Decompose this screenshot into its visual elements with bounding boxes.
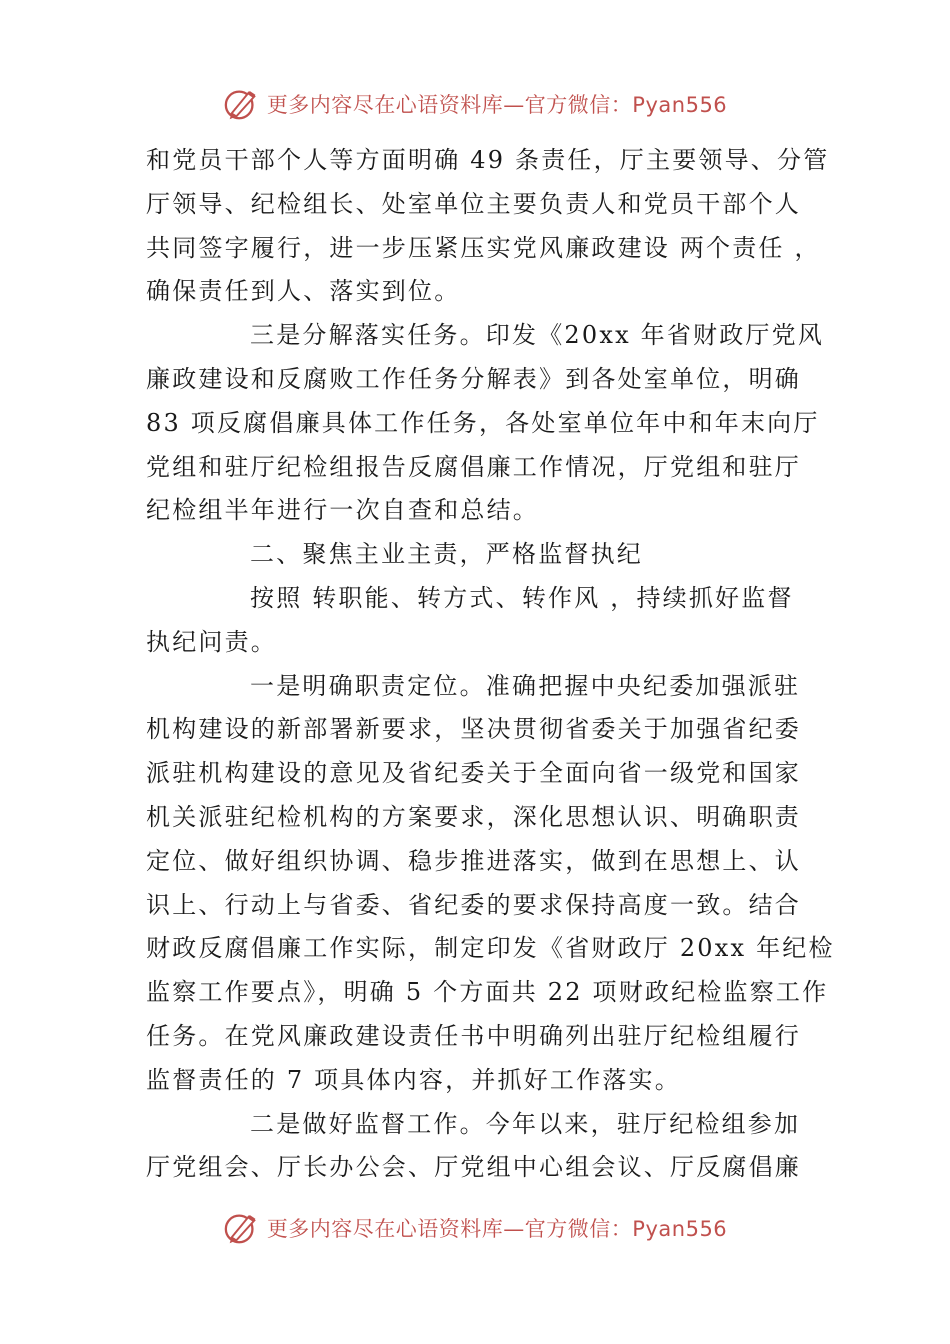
text-line: 厅党组会、厅长办公会、厅党组中心组会议、厅反腐倡廉: [146, 1153, 801, 1182]
text-line: 廉政建设和反腐败工作任务分解表》到各处室单位，明确: [146, 364, 801, 393]
text-line: 识上、行动上与省委、省纪委的要求保持高度一致。结合: [146, 890, 801, 919]
text-line: 任务。在党风廉政建设责任书中明确列出驻厅纪检组履行: [146, 1021, 801, 1050]
text-line: 一是明确职责定位。准确把握中央纪委加强派驻: [250, 671, 801, 700]
text-line: 监察工作要点》，明确 5 个方面共 22 项财政纪检监察工作: [146, 978, 829, 1007]
text-line: 三是分解落实任务。印发《20xx 年省财政厅党风: [250, 321, 825, 350]
text-line: 二是做好监督工作。今年以来，驻厅纪检组参加: [250, 1109, 801, 1138]
text-line: 确保责任到人、落实到位。: [146, 277, 461, 306]
text-line: 执纪问责。: [146, 627, 277, 656]
text-line: 机构建设的新部署新要求，坚决贯彻省委关于加强省纪委: [146, 715, 801, 744]
text-line: 共同签字履行，进一步压紧压实党风廉政建设 两个责任 ，: [146, 233, 821, 262]
document-body: [146, 139, 835, 1190]
watermark-text: 更多内容尽在心语资料库—官方微信：Pyan556: [266, 1217, 728, 1241]
text-line: 定位、做好组织协调、稳步推进落实，做到在思想上、认: [146, 846, 801, 875]
text-line: 二、聚焦主业主责，严格监督执纪: [250, 540, 643, 569]
text-line: 财政反腐倡廉工作实际，制定印发《省财政厅 20xx 年纪检: [146, 934, 835, 963]
text-line: 机关派驻纪检机构的方案要求，深化思想认识、明确职责: [146, 802, 801, 831]
text-line: 和党员干部个人等方面明确 49 条责任，厅主要领导、分管: [146, 146, 830, 174]
pen-logo-icon: [223, 85, 261, 123]
text-line: 83 项反腐倡廉具体工作任务，各处室单位年中和年末向厅: [146, 408, 820, 437]
text-line: 派驻机构建设的意见及省纪委关于全面向省一级党和国家: [146, 759, 801, 788]
text-line: 党组和驻厅纪检组报告反腐倡廉工作情况，厅党组和驻厅: [146, 452, 801, 481]
watermark-header: [0, 84, 950, 124]
watermark-text: 更多内容尽在心语资料库—官方微信：Pyan556: [266, 93, 728, 117]
text-line: 厅领导、纪检组长、处室单位主要负责人和党员干部个人: [146, 189, 801, 218]
text-line: 监督责任的 7 项具体内容，并抓好工作落实。: [146, 1065, 681, 1094]
text-line: 按照 转职能、转方式、转作风 ，持续抓好监督: [250, 583, 794, 612]
watermark-footer: [0, 1208, 950, 1248]
pen-logo-icon: [223, 1209, 261, 1247]
text-line: 纪检组半年进行一次自查和总结。: [146, 496, 539, 525]
